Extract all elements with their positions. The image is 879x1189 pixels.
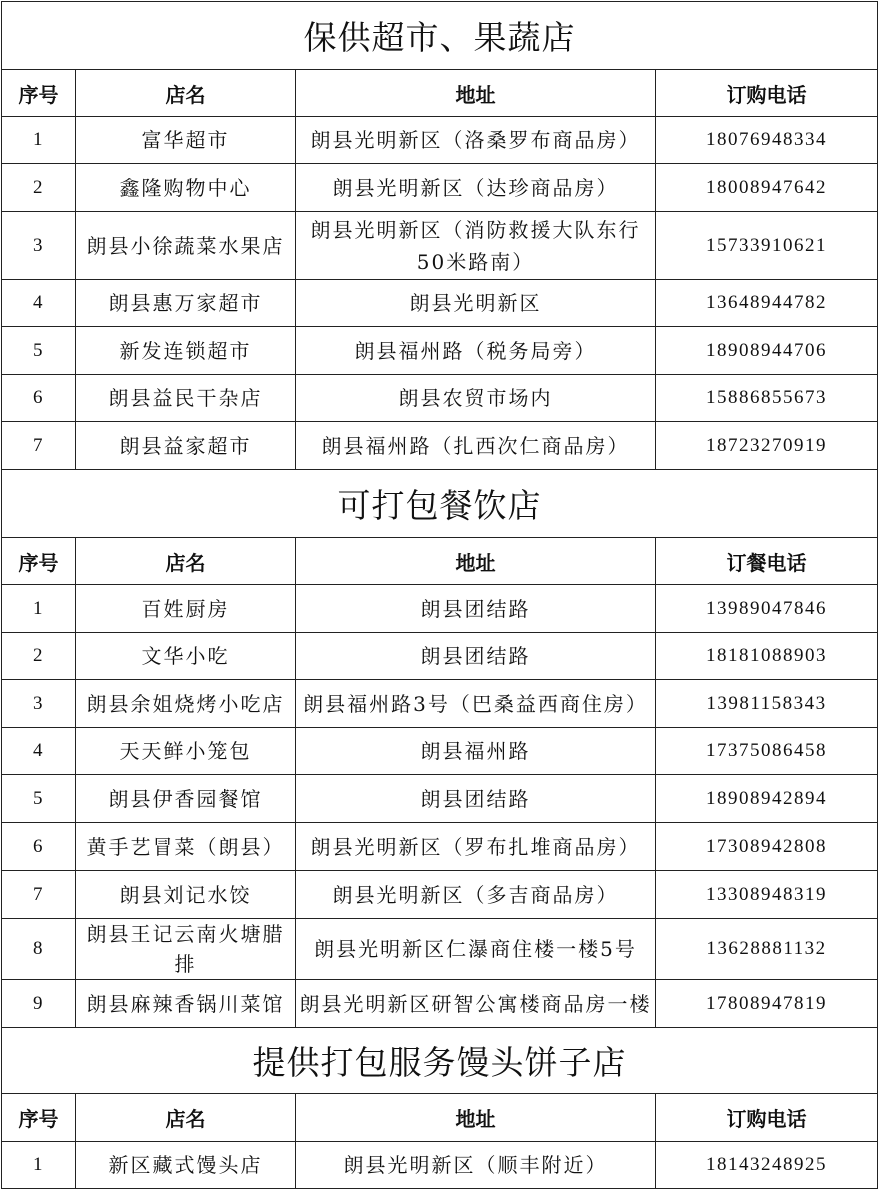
store-name: 天天鲜小笼包: [76, 728, 296, 775]
header-row: [2, 538, 878, 585]
header-no: 序号: [2, 70, 76, 117]
store-phone: 15733910621: [656, 212, 878, 280]
row-number: 3: [2, 680, 76, 728]
store-address: 朗县光明新区: [296, 280, 656, 327]
row-number: 5: [2, 327, 76, 375]
store-name: 富华超市: [76, 117, 296, 164]
store-address: 朗县福州路（税务局旁）: [296, 327, 656, 375]
store-address: 朗县团结路: [296, 585, 656, 633]
store-phone: 17808947819: [656, 980, 878, 1028]
store-phone: 18076948334: [656, 117, 878, 164]
store-phone: 18008947642: [656, 164, 878, 212]
store-address: 朗县福州路3号（巴桑益西商住房）: [296, 680, 656, 728]
store-address: 朗县光明新区（罗布扎堆商品房）: [296, 823, 656, 871]
section-table: [1, 1027, 878, 1189]
row-number: 1: [2, 1142, 76, 1189]
row-number: 9: [2, 980, 76, 1028]
header-address: 地址: [296, 70, 656, 117]
header-store-name: 店名: [76, 538, 296, 585]
header-no: 序号: [2, 538, 76, 585]
table-row: [2, 871, 878, 919]
store-phone: 18908942894: [656, 775, 878, 823]
header-row: [2, 70, 878, 117]
store-phone: 18143248925: [656, 1142, 878, 1189]
store-phone: 13648944782: [656, 280, 878, 327]
store-name: 朗县麻辣香锅川菜馆: [76, 980, 296, 1028]
row-number: 2: [2, 633, 76, 680]
store-name: 鑫隆购物中心: [76, 164, 296, 212]
row-number: 4: [2, 280, 76, 327]
store-name: 朗县刘记水饺: [76, 871, 296, 919]
row-number: 4: [2, 728, 76, 775]
store-phone: 15886855673: [656, 375, 878, 422]
store-phone: 17375086458: [656, 728, 878, 775]
header-address: 地址: [296, 1094, 656, 1142]
store-name: 朗县小徐蔬菜水果店: [76, 212, 296, 280]
store-address: 朗县光明新区研智公寓楼商品房一楼: [296, 980, 656, 1028]
store-name: 朗县益民干杂店: [76, 375, 296, 422]
header-no: 序号: [2, 1094, 76, 1142]
store-name: 新区藏式馒头店: [76, 1142, 296, 1189]
table-row: [2, 680, 878, 728]
table-row: [2, 327, 878, 375]
header-phone: 订购电话: [656, 70, 878, 117]
table-row: [2, 980, 878, 1028]
store-address: 朗县福州路: [296, 728, 656, 775]
header-row: [2, 1094, 878, 1142]
store-phone: 13989047846: [656, 585, 878, 633]
store-phone: 13981158343: [656, 680, 878, 728]
row-number: 2: [2, 164, 76, 212]
store-address: 朗县团结路: [296, 633, 656, 680]
table-row: [2, 375, 878, 422]
store-address: 朗县光明新区（达珍商品房）: [296, 164, 656, 212]
store-address: 朗县光明新区（洛桑罗布商品房）: [296, 117, 656, 164]
table-row: [2, 919, 878, 980]
section-title-bakeries: 提供打包服务馒头饼子店: [2, 1028, 878, 1094]
store-address: 朗县团结路: [296, 775, 656, 823]
store-name: 朗县益家超市: [76, 422, 296, 470]
row-number: 5: [2, 775, 76, 823]
store-phone: 17308942808: [656, 823, 878, 871]
table-row: [2, 823, 878, 871]
row-number: 1: [2, 585, 76, 633]
section-title-restaurants: 可打包餐饮店: [2, 470, 878, 538]
header-phone: 订购电话: [656, 1094, 878, 1142]
header-store-name: 店名: [76, 70, 296, 117]
section-table: [1, 469, 878, 1028]
table-row: [2, 164, 878, 212]
table-row: [2, 585, 878, 633]
store-address: 朗县农贸市场内: [296, 375, 656, 422]
table-row: [2, 1142, 878, 1189]
store-phone: 18723270919: [656, 422, 878, 470]
row-number: 7: [2, 871, 76, 919]
store-name: 新发连锁超市: [76, 327, 296, 375]
table-row: [2, 212, 878, 280]
store-name: 文华小吃: [76, 633, 296, 680]
store-name: 百姓厨房: [76, 585, 296, 633]
store-address: 朗县光明新区（顺丰附近）: [296, 1142, 656, 1189]
row-number: 6: [2, 375, 76, 422]
section-title-supermarkets: 保供超市、果蔬店: [2, 2, 878, 70]
section-table: [1, 1, 878, 470]
store-name: 朗县余姐烧烤小吃店: [76, 680, 296, 728]
table-row: [2, 775, 878, 823]
row-number: 3: [2, 212, 76, 280]
row-number: 7: [2, 422, 76, 470]
store-name: 黄手艺冒菜（朗县）: [76, 823, 296, 871]
store-phone: 13628881132: [656, 919, 878, 980]
table-row: [2, 117, 878, 164]
row-number: 6: [2, 823, 76, 871]
header-phone: 订餐电话: [656, 538, 878, 585]
store-directory-sheet: [1, 1, 877, 1189]
row-number: 8: [2, 919, 76, 980]
table-row: [2, 728, 878, 775]
store-address: 朗县光明新区仁瀑商住楼一楼5号: [296, 919, 656, 980]
store-name: 朗县伊香园餐馆: [76, 775, 296, 823]
row-number: 1: [2, 117, 76, 164]
table-row: [2, 422, 878, 470]
store-phone: 13308948319: [656, 871, 878, 919]
store-phone: 18908944706: [656, 327, 878, 375]
table-row: [2, 633, 878, 680]
store-address: 朗县光明新区（消防救援大队东行50米路南）: [296, 212, 656, 280]
header-address: 地址: [296, 538, 656, 585]
store-phone: 18181088903: [656, 633, 878, 680]
store-address: 朗县光明新区（多吉商品房）: [296, 871, 656, 919]
store-address: 朗县福州路（扎西次仁商品房）: [296, 422, 656, 470]
store-name: 朗县王记云南火塘腊排: [76, 919, 296, 980]
header-store-name: 店名: [76, 1094, 296, 1142]
table-row: [2, 280, 878, 327]
store-name: 朗县惠万家超市: [76, 280, 296, 327]
